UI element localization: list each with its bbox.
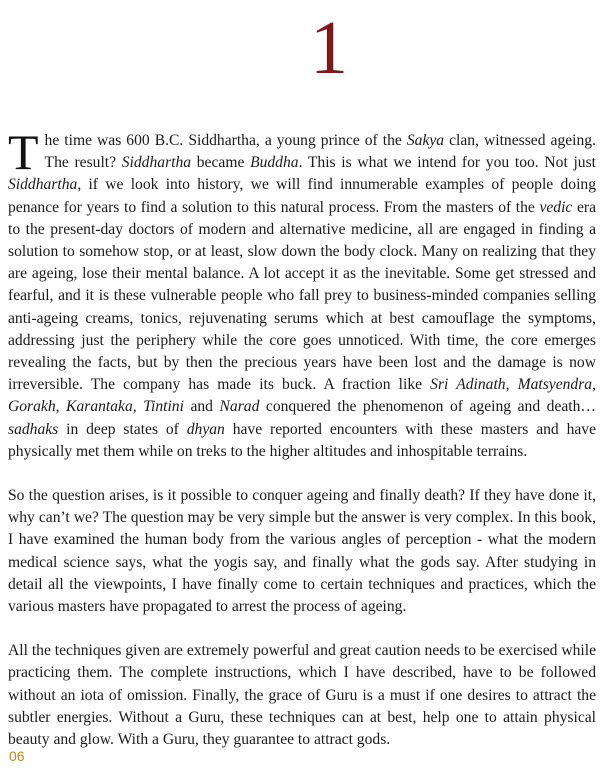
text-run: conquered the phenomenon of ageing and death… — [259, 398, 597, 416]
italic-term: sadhaks — [8, 420, 59, 438]
text-run: in deep states of — [58, 420, 187, 438]
body-text — [8, 124, 597, 773]
drop-cap: T — [8, 124, 39, 180]
paragraph-3: All the techniques given are extremely powerful and great caution needs to be exercised while practicing them. The complete instructions, which I have described, have to be followed without an iota of omission. Finally, the grace of Guru is a must if one desires to attract the subtler energies. Without a Guru, these techniques can at best, help one to attain physical beauty and glow. With a Guru, they guarantee to attract gods. — [8, 642, 597, 749]
page-number: 06 — [9, 748, 25, 764]
chapter-number: 1 — [310, 6, 348, 90]
italic-term: Sri Adinath, Matsyendra, Gorakh, Karantaka, Tintini — [8, 376, 596, 416]
text-run: . This is what we intend for you too. Not just — [298, 154, 597, 172]
text-run: became — [191, 154, 251, 172]
text-run: he time was 600 B.C. Siddhartha, a young prince of the — [44, 132, 407, 149]
italic-term: Sakya — [406, 132, 445, 149]
italic-term: Buddha — [250, 154, 299, 172]
italic-term: vedic — [539, 198, 573, 216]
text-run: clan, witnessed ageing. The result? — [44, 132, 596, 172]
italic-term: Narad — [219, 398, 260, 416]
text-run: have reported encounters with these masters and have physically met them while on treks to the higher altitudes and inhospitable terrains. — [8, 420, 597, 460]
italic-term: dhyan — [186, 420, 225, 438]
paragraph-1 — [8, 124, 597, 463]
text-run: era to the present-day doctors of modern and alternative medicine, all are engaged in finding a solution to somehow stop, or at least, slow down the body clock. Many on realizing that they are ageing, lose their mental balance. A lot accept it as the inevitable. Some get stressed and fearful, and it is these vulnerable people who fall prey to business-minded companies selling anti-ageing creams, tonics, rejuvenating serums which at best camouflage the symptoms, addressing just the periphery while the core goes unnoticed. With time, the core emerges revealing the facts, but by then the precious years have been lost and the damage is now irreversible. The company has made its buck. A fraction like — [8, 198, 597, 394]
paragraph-2: So the question arises, is it possible to conquer ageing and finally death? If they have done it, why can’t we? The question may be very simple but the answer is very complex. In this book, I have examined the human body from the various angles of perception - what the modern medical science says, what the yogis say, and finally what the gods say. After studying in detail all the viewpoints, I have finally come to certain techniques and practices, which the various masters have propagated to arrest the process of ageing. — [8, 487, 596, 616]
text-run: , if we look into history, we will find innumerable examples of people doing penance for years to find a solution to this natural process. From the masters of the — [8, 176, 596, 216]
italic-term: Siddhartha — [8, 176, 78, 194]
text-run: and — [183, 398, 220, 416]
italic-term: Siddhartha — [121, 154, 192, 172]
